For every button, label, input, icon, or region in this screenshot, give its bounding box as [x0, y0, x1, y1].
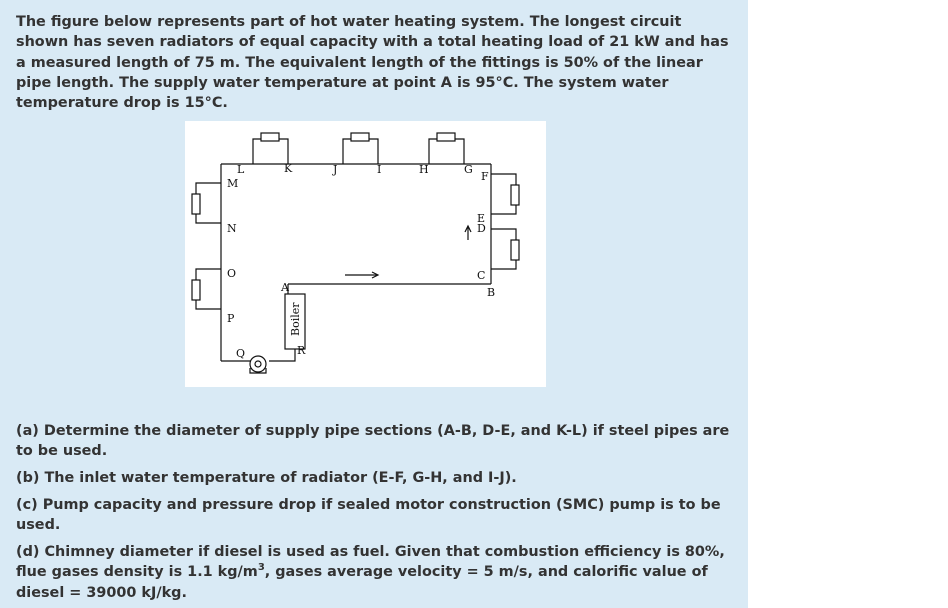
question-d-part2: , gases average velocity = 5 m/s, and calorific value of diesel = 39000 kJ/kg. [16, 564, 708, 601]
pump [250, 356, 266, 372]
label-Q: Q [236, 347, 246, 360]
label-C: C [477, 269, 486, 282]
label-H: H [419, 163, 429, 176]
question-d [16, 542, 736, 603]
label-R: R [297, 344, 306, 357]
question-d-part1: (d) Chimney diameter if diesel is used as fuel. Given that combustion efficiency is 80%, flue gases density is 1.1 kg/m [16, 544, 725, 581]
diagram-svg [185, 121, 546, 387]
label-P: P [227, 312, 235, 325]
question-d-superscript: 3 [257, 562, 265, 574]
label-K: K [284, 162, 293, 175]
label-E: E [477, 212, 486, 225]
label-G: G [464, 163, 473, 176]
pipe-boiler-return [269, 349, 295, 361]
label-L: L [237, 163, 245, 176]
boiler-label: Boiler [289, 302, 302, 336]
label-A: A [281, 281, 289, 294]
radiator-top-3 [429, 139, 464, 164]
label-N: N [227, 222, 237, 235]
radiator-top-1 [253, 139, 288, 164]
label-M: M [227, 177, 239, 190]
question-b: (b) The inlet water temperature of radiator (E-F, G-H, and I-J). [16, 470, 517, 486]
label-F: F [481, 170, 489, 183]
question-a: (a) Determine the diameter of supply pipe sections (A-B, D-E, and K-L) if steel pipes are to be used. [16, 423, 730, 460]
heating-system-diagram [185, 121, 546, 387]
label-I: I [377, 163, 382, 176]
label-O: O [227, 267, 237, 280]
radiator-top-2 [343, 139, 378, 164]
label-B: B [487, 286, 496, 299]
problem-intro: The figure below represents part of hot water heating system. The longest circuit shown has seven radiators of equal capacity with a total heating load of 21 kW and has a measured length of 75 m. The equivalent length of the fittings is 50% of the linear pipe length. The supply water temperature at point A is 95°C. The system water temperature drop is 15°C. [16, 14, 729, 112]
question-c: (c) Pump capacity and pressure drop if sealed motor construction (SMC) pump is to be used. [16, 497, 721, 534]
label-J: J [333, 163, 338, 176]
label-D: D [477, 222, 486, 235]
